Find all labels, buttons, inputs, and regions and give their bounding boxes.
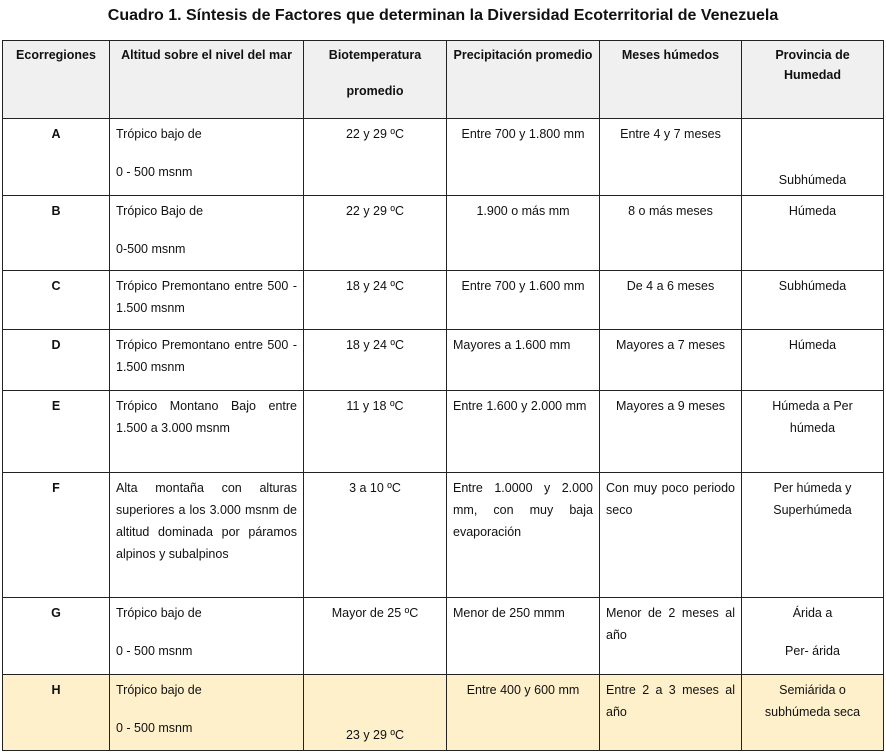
table-row [3,196,884,271]
cell-prec: Mayores a 1.600 mm [447,330,600,391]
cell-prec: Entre 400 y 600 mm [447,675,600,751]
cell-meses: Mayores a 7 meses [600,330,742,391]
cell-altitud [110,119,304,196]
cell-eco: E [3,391,110,473]
header-biotemperatura-line1: Biotemperatura [328,48,422,62]
table-row [3,330,884,391]
cell-eco: A [3,119,110,196]
cell-altitud-line1: Trópico bajo de [116,606,202,620]
cell-eco: G [3,598,110,675]
cell-prec: 1.900 o más mm [447,196,600,271]
cell-altitud: Trópico Premontano entre 500 - 1.500 msnm [110,271,304,330]
table-row [3,271,884,330]
cell-eco: F [3,473,110,598]
cell-temp: 11 y 18 ºC [304,391,447,473]
cell-temp: Mayor de 25 ºC [304,598,447,675]
header-altitud: Altitud sobre el nivel del mar [110,41,304,119]
cell-prov [742,598,884,675]
cell-prec: Entre 1.600 y 2.000 mm [447,391,600,473]
table-row [3,473,884,598]
cell-temp: 23 y 29 ºC [304,675,447,751]
cell-eco: D [3,330,110,391]
cell-prec: Menor de 250 mmm [447,598,600,675]
cell-prec: Entre 700 y 1.600 mm [447,271,600,330]
cell-prec: Entre 1.0000 y 2.000 mm, con muy baja evaporación [447,473,600,598]
ecoregions-table [2,40,884,751]
cell-altitud-line1: Trópico bajo de [116,127,202,141]
cell-altitud [110,598,304,675]
header-precipitacion: Precipitación promedio [447,41,600,119]
cell-meses: Entre 4 y 7 meses [600,119,742,196]
header-meses-humedos: Meses húmedos [600,41,742,119]
cell-altitud: Trópico Premontano entre 500 - 1.500 msnm [110,330,304,391]
cell-prov: Húmeda [742,330,884,391]
cell-eco: H [3,675,110,751]
cell-meses: Menor de 2 meses al año [600,598,742,675]
cell-prov: Subhúmeda [742,119,884,196]
header-row [3,41,884,119]
cell-temp: 22 y 29 ºC [304,119,447,196]
cell-meses: 8 o más meses [600,196,742,271]
cell-prov: Subhúmeda [742,271,884,330]
cell-altitud-line2: 0-500 msnm [116,242,186,256]
cell-temp: 18 y 24 ºC [304,330,447,391]
cell-eco: C [3,271,110,330]
cell-meses: Mayores a 9 meses [600,391,742,473]
cell-meses: Entre 2 a 3 meses al año [600,675,742,751]
cell-altitud-line2: 0 - 500 msnm [116,644,193,658]
cell-meses: Con muy poco periodo seco [600,473,742,598]
table-row [3,391,884,473]
header-biotemperatura [304,41,447,119]
cell-altitud-line1: Trópico Bajo de [116,204,204,218]
cell-temp: 3 a 10 ºC [304,473,447,598]
cell-prov: Húmeda [742,196,884,271]
header-biotemperatura-line2: promedio [346,84,404,98]
cell-prov-line2: Per- árida [785,644,840,658]
table-row [3,598,884,675]
table-title: Cuadro 1. Síntesis de Factores que determinan la Diversidad Ecoterritorial de Venezuela [107,7,779,24]
cell-altitud [110,675,304,751]
cell-altitud-line2: 0 - 500 msnm [116,165,193,179]
cell-temp: 18 y 24 ºC [304,271,447,330]
cell-eco: B [3,196,110,271]
cell-altitud: Alta montaña con alturas superiores a los 3.000 msnm de altitud dominada por páramos alpinos y subalpinos [110,473,304,598]
cell-prov: Húmeda a Per húmeda [742,391,884,473]
cell-altitud: Trópico Montano Bajo entre 1.500 a 3.000 msnm [110,391,304,473]
cell-prov: Semiárida o subhúmeda seca [742,675,884,751]
table-row [3,675,884,751]
cell-altitud-line2: 0 - 500 msnm [116,721,193,735]
cell-temp: 22 y 29 ºC [304,196,447,271]
cell-prov: Per húmeda y Superhúmeda [742,473,884,598]
cell-prec: Entre 700 y 1.800 mm [447,119,600,196]
cell-altitud [110,196,304,271]
header-provincia: Provincia de Humedad [742,41,884,119]
cell-altitud-line1: Trópico bajo de [116,683,202,697]
table-row [3,119,884,196]
cell-prov-line1: Árida a [792,606,833,620]
cell-meses: De 4 a 6 meses [600,271,742,330]
header-ecorregiones: Ecorregiones [3,41,110,119]
